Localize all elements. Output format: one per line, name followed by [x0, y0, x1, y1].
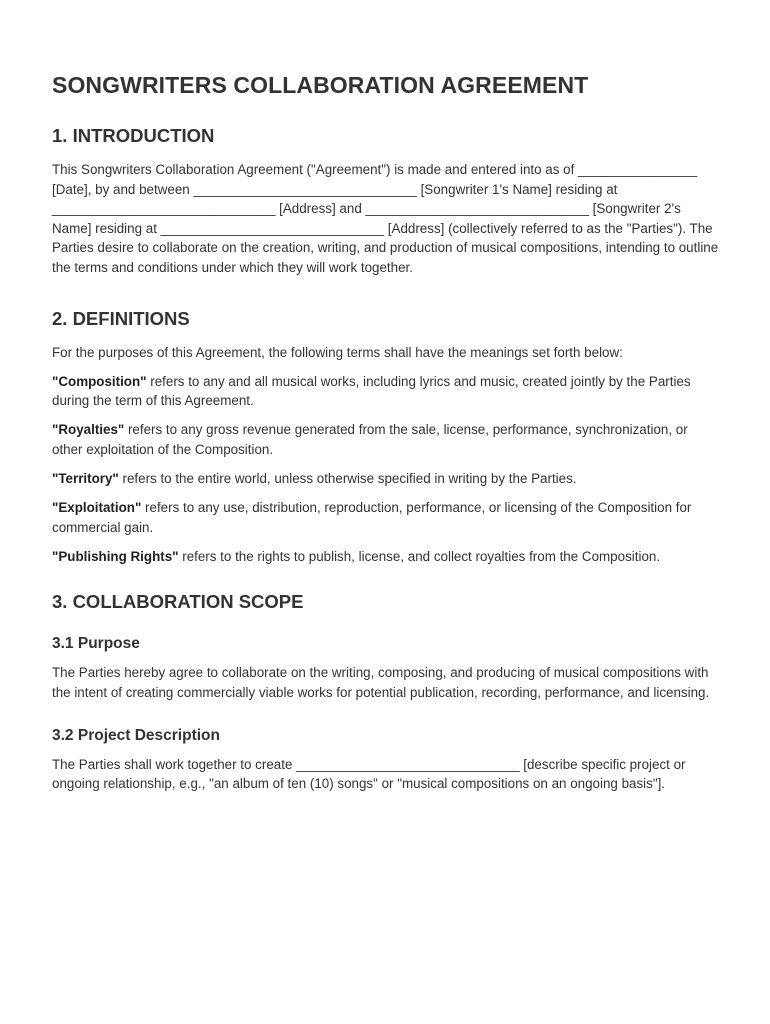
definition-item: [52, 547, 720, 567]
purpose-heading: 3.1 Purpose: [52, 635, 140, 653]
introduction-heading: 1. INTRODUCTION: [52, 125, 215, 146]
definition-text: refers to any gross revenue generated from the sale, license, performance, synchronization, or other exploitation of the Composition.: [52, 422, 688, 457]
definition-item: [52, 420, 720, 459]
section-introduction: [52, 124, 720, 278]
introduction-paragraph: This Songwriters Collaboration Agreement ("Agreement") is made and entered into as of ________________ [Date], by and between ______________________________ [Songwriter 1's Name] residing at ______________________________ [Address] and ______________________________ [Songwriter 2's Name] residing at ______________________________ [Address] (collectively referred to as the "Parties"). The Parties desire to collaborate on the creation, writing, and production of musical compositions, intending to outline the terms and conditions under which they will work together.: [52, 162, 719, 275]
purpose-paragraph: The Parties hereby agree to collaborate on the writing, composing, and producing of musical compositions with the intent of creating commercially viable works for potential publication, recording, performance, and licensing.: [52, 665, 710, 700]
definition-term: "Royalties": [52, 422, 125, 438]
definition-item: [52, 469, 720, 489]
definition-text: refers to the rights to publish, license, and collect royalties from the Composition.: [178, 548, 661, 564]
definition-text: refers to any and all musical works, including lyrics and music, created jointly by the Parties during the term of this Agreement.: [52, 373, 691, 409]
definitions-heading: 2. DEFINITIONS: [52, 307, 190, 329]
definition-term: "Composition": [52, 373, 147, 389]
scope-heading: 3. COLLABORATION SCOPE: [52, 591, 304, 613]
section-collaboration-scope: [52, 590, 720, 793]
section-definitions: [52, 307, 720, 567]
definitions-intro: For the purposes of this Agreement, the following terms shall have the meanings set forth below:: [52, 344, 623, 360]
project-description-paragraph: The Parties shall work together to create ______________________________ [describe specific project or ongoing relationship, e.g., "an album of ten (10) songs" or "musical compositions on an ongoing basis"].: [52, 756, 686, 792]
subsection-project-description: [52, 726, 720, 794]
definition-text: refers to any use, distribution, reproduction, performance, or licensing of the Composition for commercial gain.: [52, 500, 692, 535]
definition-term: "Territory": [52, 471, 119, 487]
document-title: SONGWRITERS COLLABORATION AGREEMENT: [52, 72, 589, 98]
definition-term: "Exploitation": [52, 500, 142, 516]
definition-item: [52, 372, 720, 411]
definition-term: "Publishing Rights": [52, 548, 179, 564]
definition-text: refers to the entire world, unless otherwise specified in writing by the Parties.: [118, 471, 577, 487]
definition-item: [52, 498, 720, 537]
project-description-heading: 3.2 Project Description: [52, 726, 220, 744]
subsection-purpose: [52, 634, 720, 702]
